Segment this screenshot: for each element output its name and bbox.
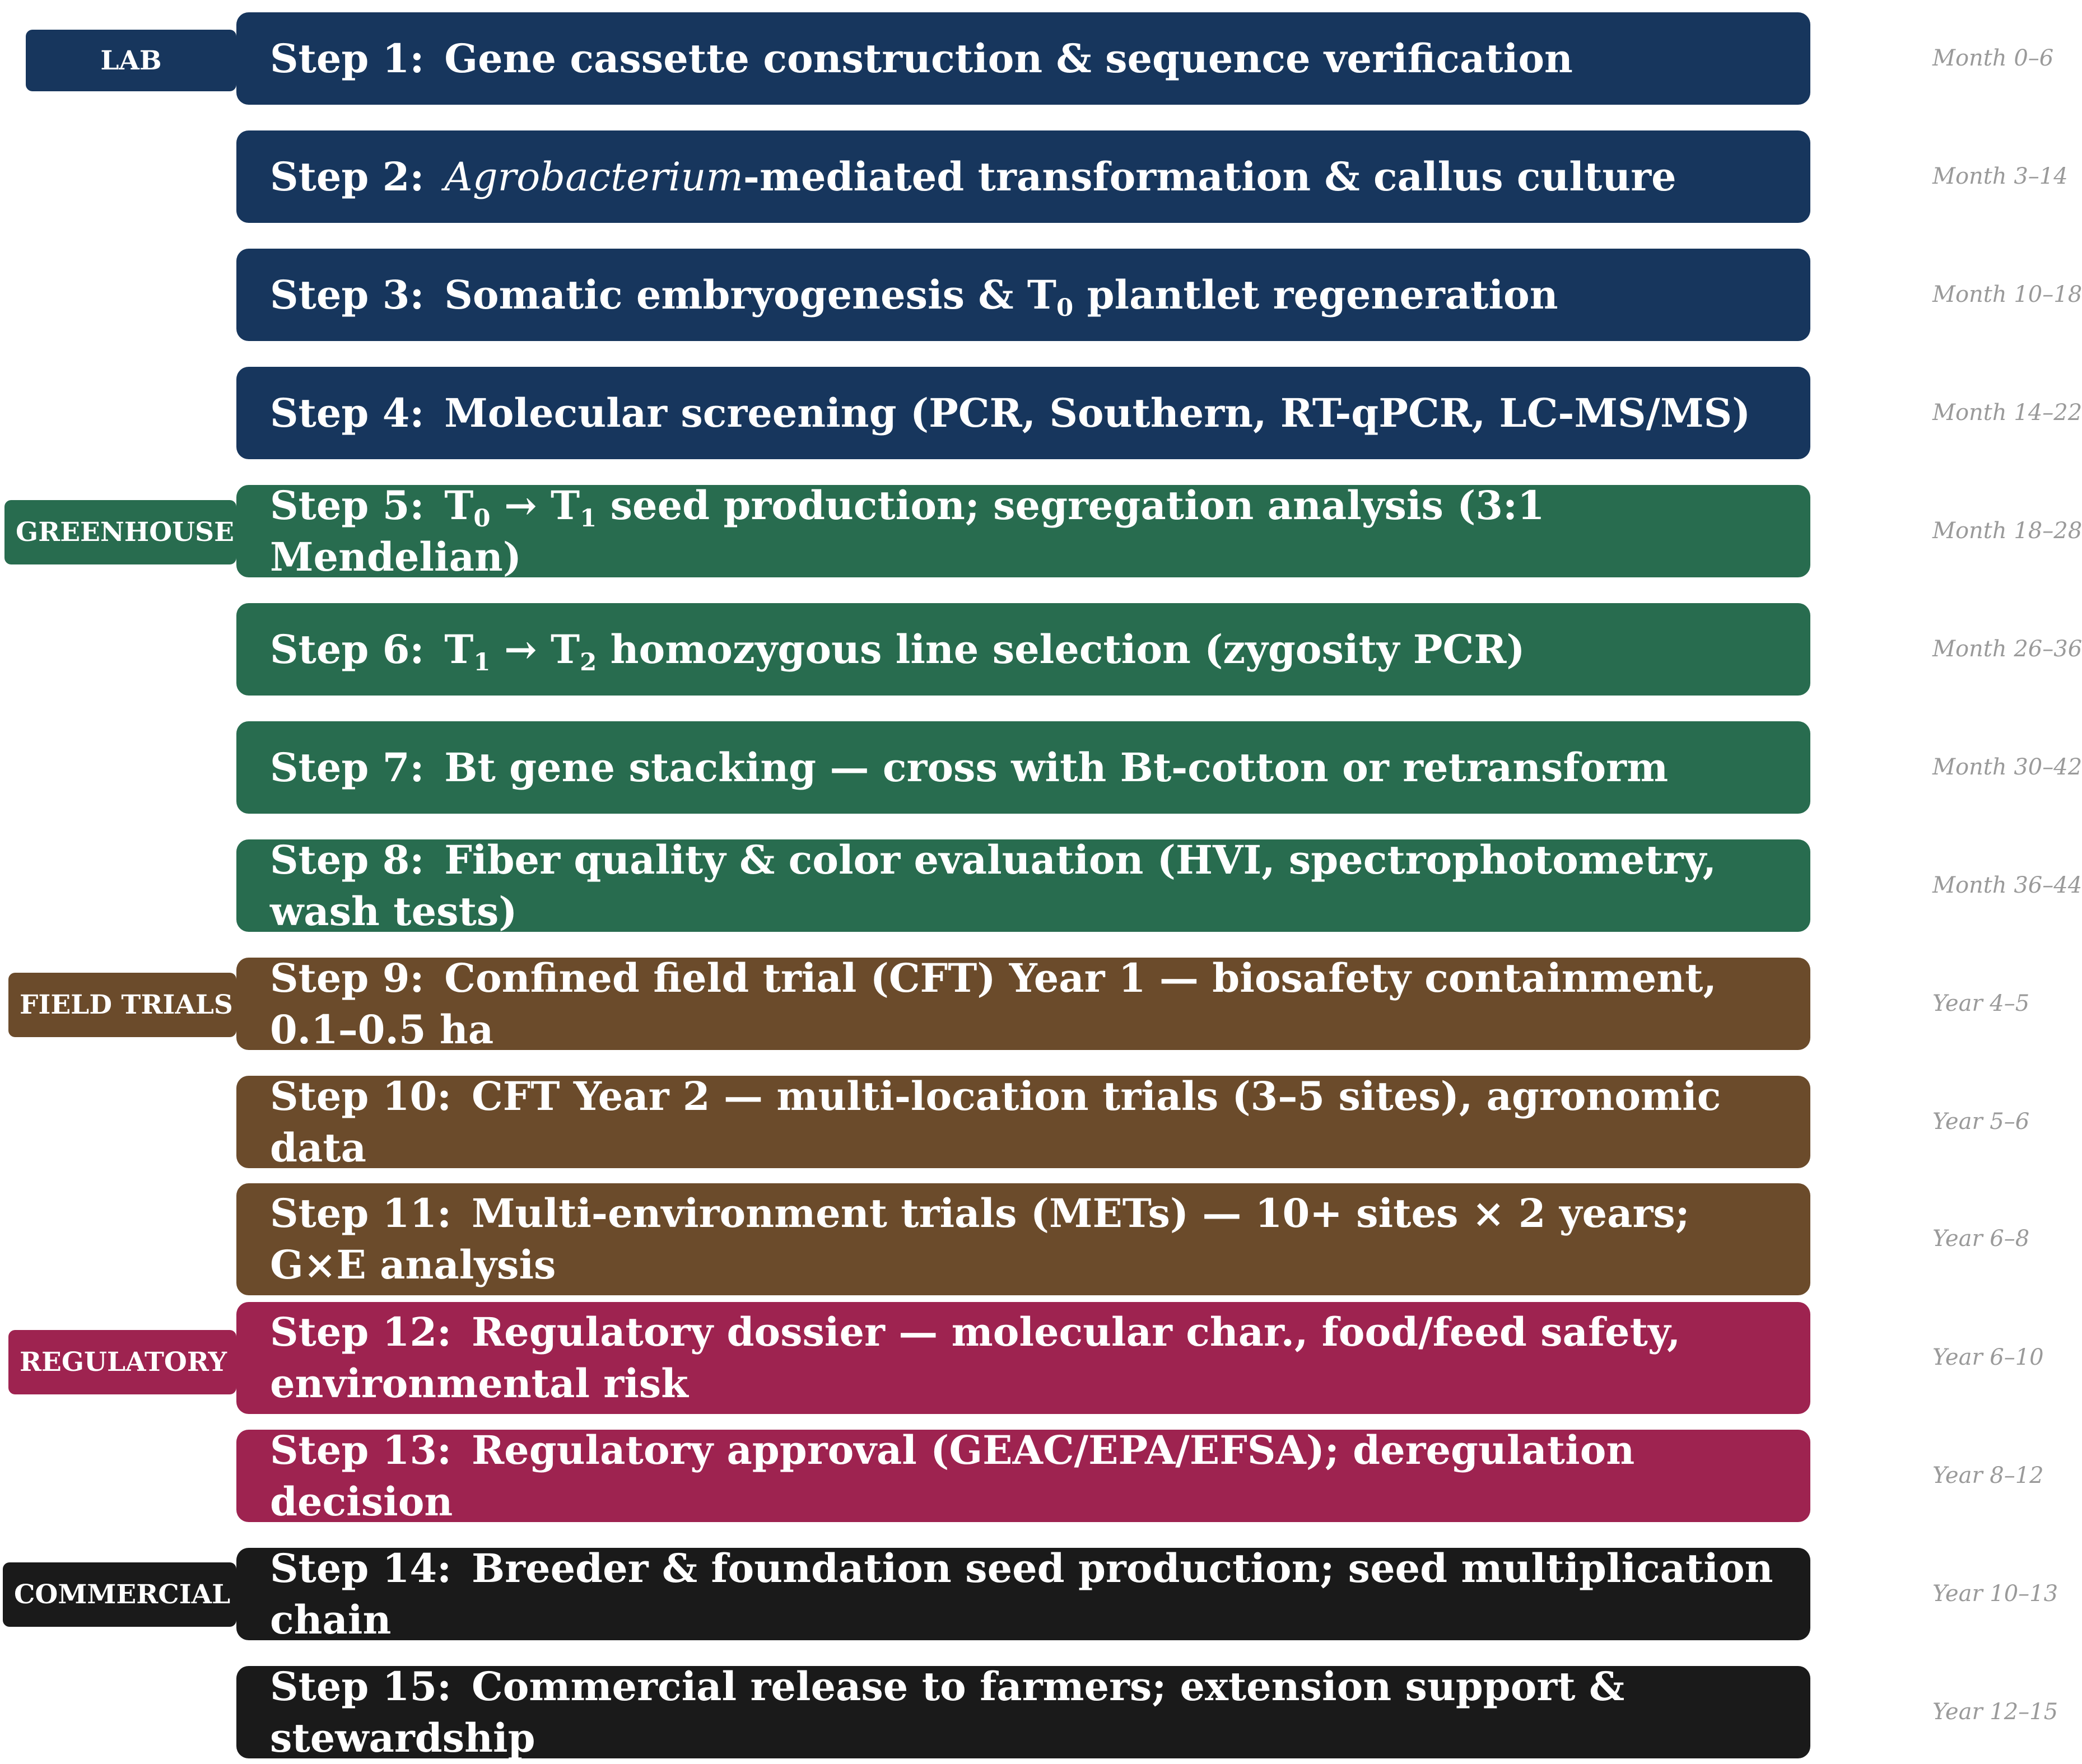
- step-text-fragment: → T: [490, 626, 580, 673]
- step-timing: Year 8–12: [1932, 1462, 2044, 1488]
- step-number-label: Step 5:: [270, 482, 425, 529]
- step-description: [270, 151, 1676, 203]
- step-text-fragment: plantlet regeneration: [1073, 271, 1558, 318]
- step-number-label: Step 6:: [270, 626, 425, 673]
- step-text-fragment: Breeder & foundation seed production; seed multiplication chain: [270, 1544, 1773, 1643]
- step-description: [270, 1543, 1782, 1646]
- step-text-fragment: Fiber quality & color evaluation (HVI, spectrophotometry, wash tests): [270, 836, 1716, 935]
- step-number-label: Step 3:: [270, 271, 425, 318]
- step-text-fragment: Molecular screening (PCR, Southern, RT-qPCR, LC-MS/MS): [444, 389, 1751, 436]
- step-description: [270, 624, 1525, 675]
- step-description: [270, 1306, 1782, 1410]
- step-text-fragment: CFT Year 2 — multi-location trials (3–5 sites), agronomic data: [270, 1072, 1721, 1171]
- step-description: [270, 1661, 1782, 1764]
- step-text-fragment: Somatic embryogenesis & T: [444, 271, 1057, 318]
- step-timing: Year 12–15: [1932, 1698, 2058, 1725]
- step-timing: Month 14–22: [1932, 399, 2082, 426]
- step-timing: Month 30–42: [1932, 754, 2082, 780]
- step-box-12: [236, 1302, 1810, 1414]
- step-box-7: [236, 721, 1810, 814]
- step-timing: Month 26–36: [1932, 636, 2082, 662]
- step-text-fragment: -mediated transformation & callus culture: [743, 153, 1676, 200]
- step-number-label: Step 10:: [270, 1072, 451, 1119]
- subscript-text: 1: [473, 647, 491, 676]
- step-box-2: [236, 130, 1810, 223]
- step-box-14: [236, 1544, 1810, 1643]
- step-number-label: Step 12:: [270, 1309, 451, 1355]
- step-text-fragment: Commercial release to farmers; extension support & stewardship: [270, 1663, 1625, 1761]
- step-number-label: Step 8:: [270, 836, 425, 883]
- step-timing: Year 10–13: [1932, 1580, 2058, 1607]
- step-number-label: Step 15:: [270, 1663, 451, 1710]
- step-timing: Year 6–8: [1932, 1226, 2030, 1252]
- step-description: [270, 1071, 1782, 1174]
- step-box-9: [236, 954, 1810, 1053]
- step-number-label: Step 2:: [270, 153, 425, 200]
- step-number-label: Step 14:: [270, 1544, 451, 1592]
- subscript-text: 0: [473, 503, 491, 533]
- step-text-fragment: homozygous line selection (zygosity PCR): [597, 626, 1525, 673]
- step-text-fragment: Gene cassette construction & sequence verification: [444, 35, 1573, 82]
- step-box-4: [236, 367, 1810, 459]
- step-description: [270, 742, 1668, 794]
- subscript-text: 1: [580, 503, 597, 533]
- step-timing: Year 6–10: [1932, 1345, 2044, 1370]
- step-description: [270, 33, 1573, 85]
- step-timing: Month 3–14: [1932, 163, 2068, 189]
- step-number-label: Step 1:: [270, 35, 425, 82]
- step-box-6: [236, 603, 1810, 696]
- step-text-fragment: Multi-environment trials (METs) — 10+ sites × 2 years; G×E analysis: [270, 1190, 1690, 1288]
- step-text-fragment: T: [444, 626, 474, 673]
- step-text-fragment: T: [444, 482, 474, 529]
- step-box-13: [236, 1426, 1810, 1525]
- step-box-5: [236, 482, 1810, 580]
- step-text-fragment: → T: [490, 482, 580, 529]
- step-description: [270, 834, 1782, 937]
- step-box-10: [236, 1072, 1810, 1171]
- step-timing: Month 18–28: [1932, 517, 2082, 544]
- step-number-label: Step 4:: [270, 389, 425, 436]
- step-description: [270, 1188, 1782, 1291]
- step-text-fragment: Agrobacterium: [444, 153, 743, 200]
- step-description: [270, 953, 1782, 1056]
- step-timing: Year 5–6: [1932, 1108, 2030, 1135]
- phase-label-commercial: COMMERCIAL: [3, 1562, 236, 1627]
- step-timing: Year 4–5: [1932, 990, 2030, 1016]
- step-timing: Month 0–6: [1932, 45, 2054, 71]
- phase-label-field: FIELD TRIALS: [8, 973, 236, 1037]
- subscript-text: 2: [580, 647, 597, 676]
- phase-label-lab: LAB: [26, 30, 236, 91]
- step-timing: Month 36–44: [1932, 872, 2082, 898]
- step-text-fragment: Regulatory dossier — molecular char., food/feed safety, environmental risk: [270, 1309, 1681, 1407]
- step-number-label: Step 7:: [270, 744, 425, 791]
- step-text-fragment: Bt gene stacking — cross with Bt-cotton or retransform: [444, 744, 1669, 791]
- step-description: [270, 480, 1782, 583]
- step-number-label: Step 13:: [270, 1426, 451, 1473]
- step-description: [270, 269, 1558, 321]
- step-box-11: [236, 1183, 1810, 1295]
- phase-label-greenhouse: GREENHOUSE: [4, 500, 236, 564]
- step-text-fragment: seed production; segregation analysis (3:1 Mendelian): [270, 482, 1545, 580]
- step-box-8: [236, 836, 1810, 935]
- step-box-15: [236, 1663, 1810, 1761]
- step-description: [270, 388, 1750, 439]
- step-description: [270, 1425, 1782, 1528]
- phase-label-regulatory: REGULATORY: [8, 1330, 236, 1394]
- step-timing: Month 10–18: [1932, 281, 2082, 307]
- step-box-3: [236, 249, 1810, 341]
- step-number-label: Step 9:: [270, 954, 425, 1001]
- step-box-1: [236, 12, 1810, 105]
- step-number-label: Step 11:: [270, 1190, 451, 1236]
- step-text-fragment: Confined field trial (CFT) Year 1 — biosafety containment, 0.1–0.5 ha: [270, 954, 1717, 1053]
- subscript-text: 0: [1056, 293, 1074, 322]
- step-text-fragment: Regulatory approval (GEAC/EPA/EFSA); deregulation decision: [270, 1426, 1635, 1525]
